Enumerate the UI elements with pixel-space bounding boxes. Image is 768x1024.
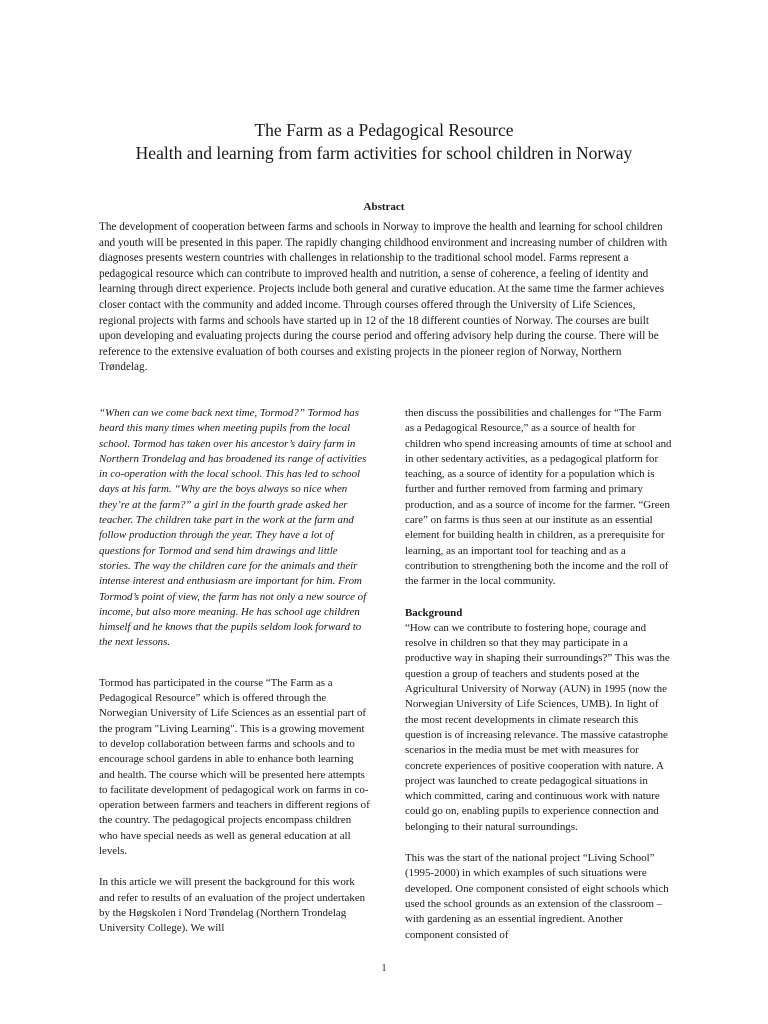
paper-title: The Farm as a Pedagogical Resource [254,120,514,140]
body-paragraph: This was the start of the national project “Living School” (1995-2000) in which examples of such situations were developed. One component consisted of eight schools which used the school grounds as an extension of the classroom – with gardening as an essential ingredient. Another component consisted of [405,852,669,941]
body-paragraph: then discuss the possibilities and challenges for “The Farm as a Pedagogical Resource,” as a source of health for children who spend increasing amounts of time at school and in other sedentary activities, as a pedagogical platform for teaching, as a source of identity for a population which is further and further removed from farming and primary production, and as a source of income for the farmer. “Green care” on farms is thus seen at our institute as an essential element for building health in children, as a prerequisite for learning, as an important tool for teaching and as a contribution to strengthening both the income and the roll of the farmer in the local community. [405,407,672,588]
right-column [405,406,673,943]
page-number: 1 [381,963,387,974]
opening-quote: “When can we come back next time, Tormod?” Tormod has heard this many times when meeting pupils from the local school. Tormod has taken over his ancestor’s dairy farm in Northern Trondelag and has broadened its range of activities in co-operation with the local school. This has led to school days at his farm. “Why are the boys always so nice when they’re at the farm?” a girl in the fourth grade asked her teacher. The children take part in the work at the farm and follow production through the year. They have a lot of questions for Tormod and send him drawings and little stories. The way the children care for the animals and their intense interest and enthusiasm are important for him. From Tormod’s point of view, the farm has not only a new source of income, but also more meaning. He has school age children himself and he knows that the pupils seldom look forward to the next lessons. [99,407,367,649]
paper-subtitle: Health and learning from farm activities for school children in Norway [135,143,633,163]
abstract-heading: Abstract [363,201,405,213]
body-paragraph: “How can we contribute to fostering hope, courage and resolve in children so that they may participate in a productive way in shaping their surroundings?” This was the question a group of teachers and students posed at the Agricultural University of Norway (AUN) in 1995 (now the Norwegian University of Life Sciences, UMB). In light of the most recent developments in climate research this question is of increasing relevance. The massive catastrophe scenarios in the media must be met with measures for concrete experiences of positive cooperation with nature. A project was launched to create pedagogical situations in which committed, caring and continuous work with nature could go on, enabling pupils to experience connection and belonging to their natural surroundings. [405,621,670,833]
title-block [0,119,768,165]
left-column [99,406,371,937]
body-paragraph: In this article we will present the background for this work and refer to results of an evaluation of the project undertaken by the Høgskolen i Nord Trøndelag (Northern Trondelag University College). We will [99,876,366,935]
body-paragraph: Tormod has participated in the course “The Farm as a Pedagogical Resource” which is offered through the Norwegian University of Life Sciences as an essential part of the program "Living Learning". This is a growing movement to develop collaboration between farms and schools and to encourage school gardens in able to enhance both learning and health. The course which will be presented here attempts to facilitate development of pedagogical work on farms in co-operation between farmers and teachers in different regions of the country. The pedagogical projects encompass children who have special needs as well as general education at all levels. [99,676,370,858]
abstract-text: The development of cooperation between farms and schools in Norway to improve the health and learning for school children and youth will be presented in this paper. The rapidly changing childhood environment and increasing number of children with diagnoses presents western countries with challenges in relationship to the traditional school model. Farms represent a pedagogical resource which can contribute to improved health and nutrition, a sense of coherence, a feeling of identity and learning through direct experience. Projects include both general and curative education. At the same time the farmer achieves closer contact with the community and added income. Through courses offered through the University of Life Sciences, regional projects with farms and schools have started up in 12 of the 18 different counties of Norway. The courses are built upon developing and evaluating projects during the course period and offering advisory help during the course. There will be reference to the extensive evaluation of both courses and existing projects in the pioneer region of Norway, Northern Trøndelag. [99,221,668,374]
section-heading-background: Background [405,606,463,619]
